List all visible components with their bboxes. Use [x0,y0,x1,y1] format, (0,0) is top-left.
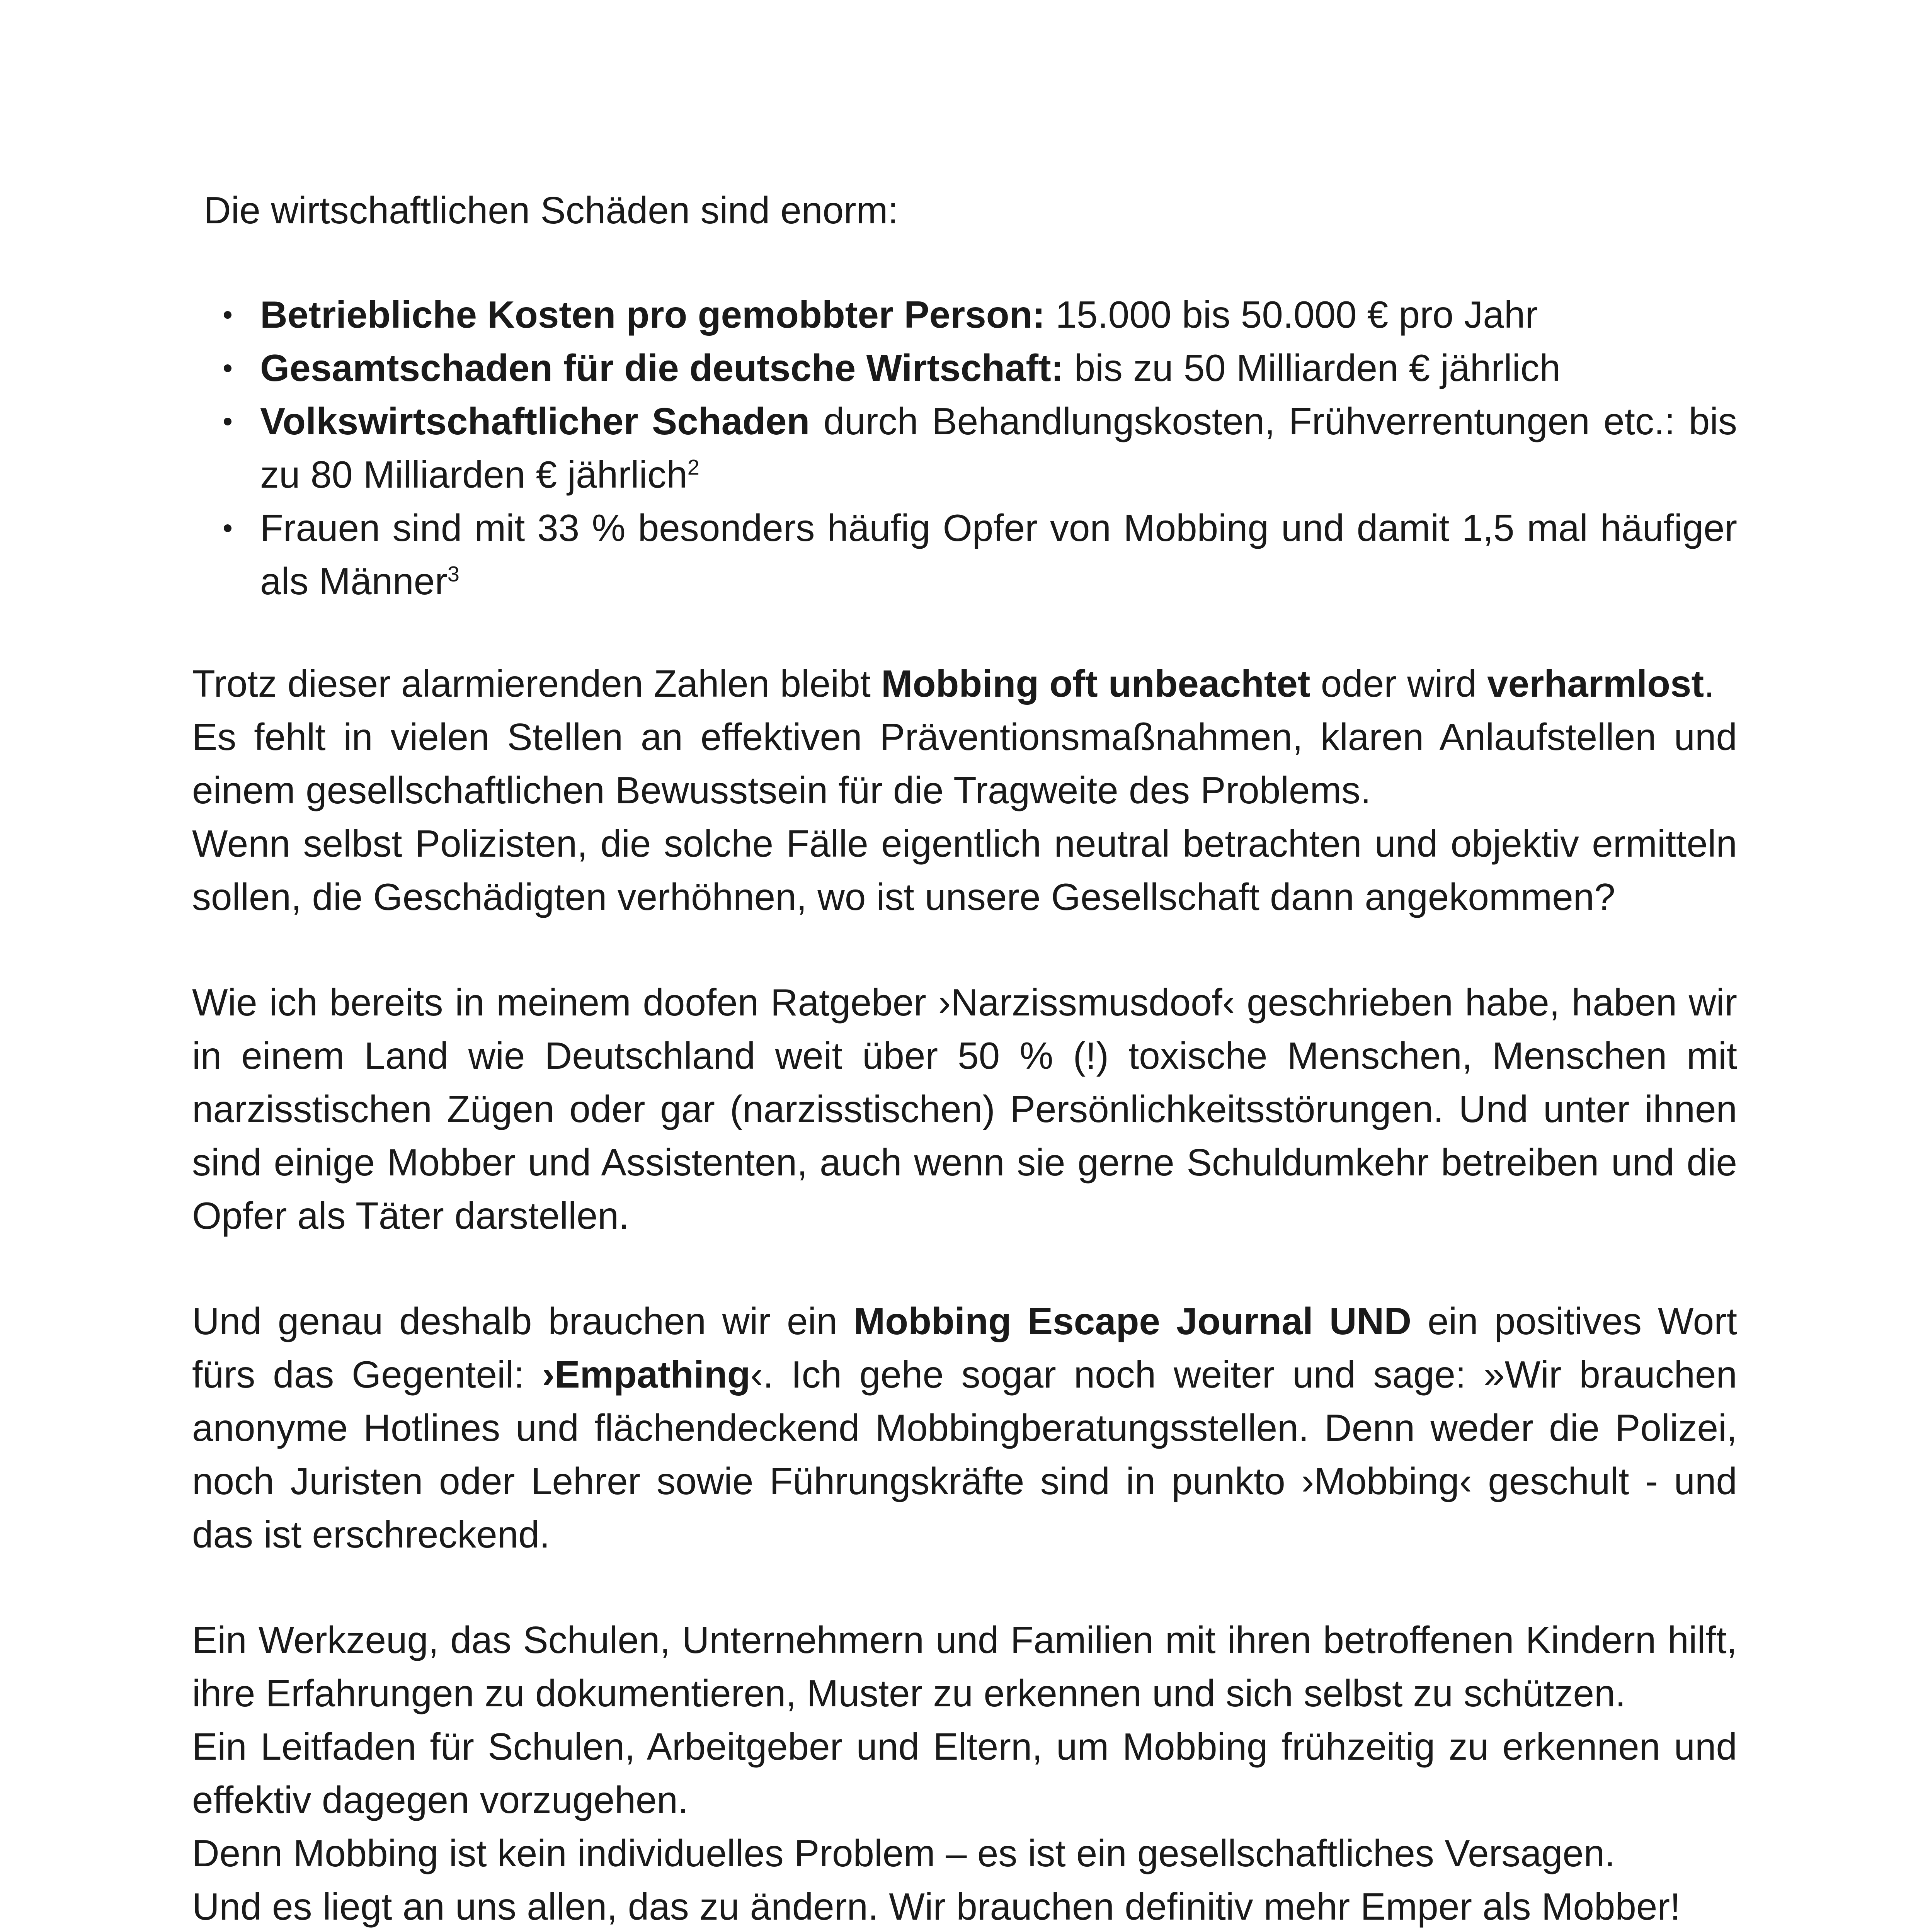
bullet-text: bis zu 50 Milliarden € jährlich [1064,347,1561,389]
intro-text: Die wirtschaftlichen Schäden sind enorm: [204,189,899,231]
sentence: Ein Leitfaden für Schulen, Arbeitgeber und Eltern, um Mobbing frühzeitig zu erkennen und effektiv dagegen vorzugehen. [192,1725,1737,1821]
text-run: oder wird [1310,662,1487,705]
bold-run: verharmlost [1487,662,1704,705]
bold-run: Mobbing oft unbeachtet [881,662,1310,705]
paragraph-alarming-numbers [192,657,1737,923]
sentence: Denn Mobbing ist kein individuelles Problem – es ist ein gesellschaftliches Versagen. [192,1832,1615,1874]
text-run: Und genau deshalb brauchen wir ein [192,1300,854,1342]
text-run: ‹. Ich gehe sogar noch weiter und sage: »Wir brauchen anonyme Hotlines und flächendeckend Mobbingberatungsstellen. Denn weder die Polizei, noch Juristen oder Lehrer sowie Führungskräfte sind in punkto ›Mobbing‹ geschult - und das ist erschreckend. [192,1353,1737,1556]
list-item [192,341,1737,395]
bullet-text: durch Behandlungskosten, Frühverrentungen etc.: bis zu 80 Milliarden € jährlich [260,400,1737,496]
list-item [192,288,1737,341]
footnote-ref: 2 [687,455,699,480]
bold-run: Mobbing Escape Journal UND [853,1300,1412,1342]
sentence: Wenn selbst Polizisten, die solche Fälle eigentlich neutral betrachten und objektiv ermitteln sollen, die Geschädigten verhöhnen, wo ist unsere Gesellschaft dann angekommen? [192,822,1737,918]
bullet-bold: Volkswirtschaftlicher Schaden [260,400,810,442]
text-run: Trotz dieser alarmierenden Zahlen bleibt [192,662,882,705]
paragraph-journal [192,1294,1737,1561]
sentence: Ein Werkzeug, das Schulen, Unternehmern und Familien mit ihren betroffenen Kindern hilft, ihre Erfahrungen zu dokumentieren, Muster zu erkennen und sich selbst zu schützen. [192,1619,1737,1714]
sentence [192,657,1737,710]
bullet-text: Frauen sind mit 33 % besonders häufig Opfer von Mobbing und damit 1,5 mal häufiger als Männer [260,507,1737,602]
bullet-bold: Betriebliche Kosten pro gemobbter Person: [260,293,1045,336]
paragraph-tool [192,1613,1737,1932]
bold-run: ›Empathing [542,1353,751,1396]
list-item [192,395,1737,501]
paragraph-narcissism: Wie ich bereits in meinem doofen Ratgeber ›Narzissmusdoof‹ geschrieben habe, haben wir in einem Land wie Deutschland weit über 50 % (!) toxische Menschen, Menschen mit narzisstischen Zügen oder gar (narzisstischen) Persönlichkeitsstörungen. Und unter ihnen sind einige Mobber und Assistenten, auch wenn sie gerne Schuldumkehr betreiben und die Opfer als Täter darstellen. [192,981,1737,1237]
sentence: Und es liegt an uns allen, das zu ändern. Wir brauchen definitiv mehr Emper als Mobber! [192,1885,1681,1928]
list-item [192,501,1737,608]
cost-bullet-list [192,288,1737,608]
sentence: Es fehlt in vielen Stellen an effektiven Präventionsmaßnahmen, klaren Anlaufstellen und einem gesellschaftlichen Bewusstsein für die Tragweite des Problems. [192,716,1737,811]
text-run: . [1704,662,1715,705]
bullet-text: 15.000 bis 50.000 € pro Jahr [1045,293,1538,336]
bullet-bold: Gesamtschaden für die deutsche Wirtschaft: [260,347,1064,389]
footnote-ref: 3 [447,561,460,586]
text-run: ein positives Wort fürs das Gegenteil: [192,1300,1737,1396]
